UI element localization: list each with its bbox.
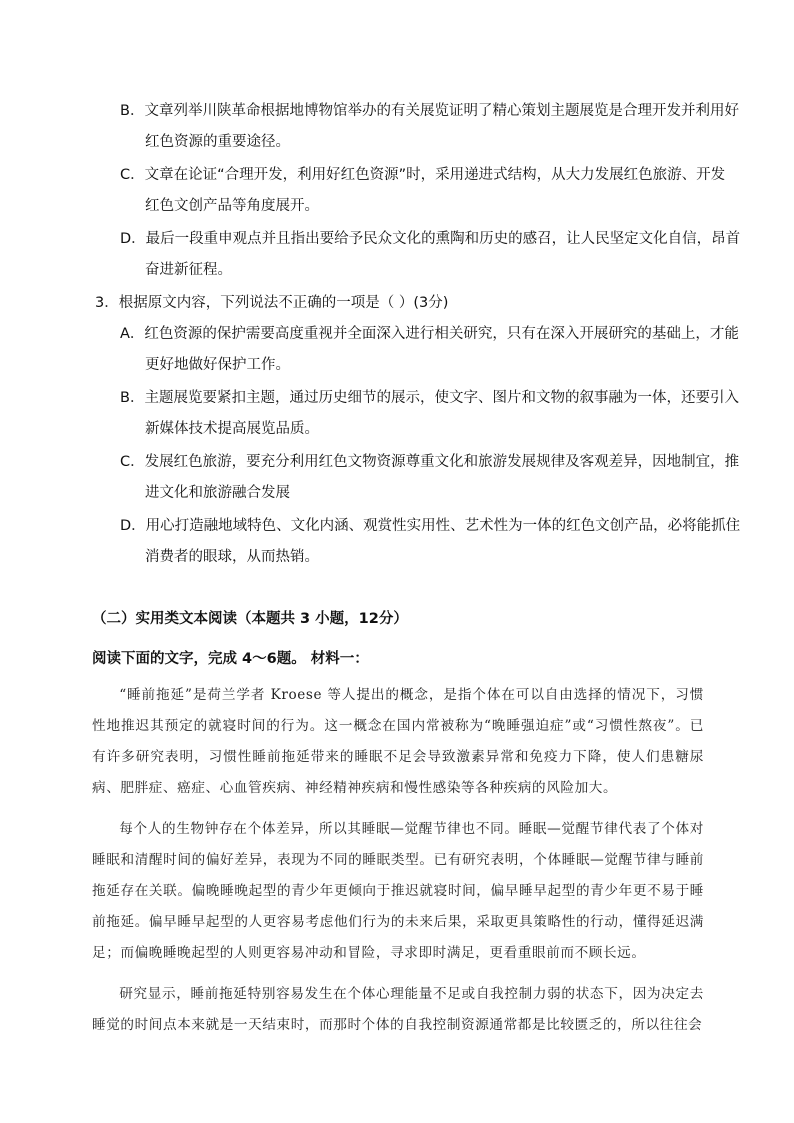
q2-option-d-line2: 奋进新征程。 [145,262,232,278]
q3-option-d-line1: D．用心打造融地域特色、文化内涵、观赏性实用性、艺术性为一体的红色文创产品，必将能抓住 [120,518,741,534]
section-instruction: 阅读下面的文字，完成 4～6题。 材料一： [92,651,369,667]
q3-option-d-line2: 消费者的眼球，从而热销。 [145,549,319,565]
section-title: （二）实用类文本阅读（本题共 3 小题，12分） [92,611,408,627]
passage-paragraph-1: “睡前拖延”是荷兰学者 Kroese 等人提出的概念，是指个体在可以自由选择的情况下，习惯性地推迟其预定的就寝时间的行为。这一概念在国内常被称为“晚睡强迫症”或“习惯性熬夜”。已有许多研究表明，习惯性睡前拖延带来的睡眠不足会导致激素异常和免疫力下降，使人们患糖尿病、肥胖症、癌症、心血管疾病、神经精神疾病和慢性感染等各种疾病的风险加大。 [92,687,704,796]
q3-option-b-line1: B．主题展览要紧扣主题，通过历史细节的展示，使文字、图片和文物的叙事融为一体，还要引入 [120,390,739,406]
q2-option-b-line1: B．文章列举川陕革命根据地博物馆举办的有关展览证明了精心策划主题展览是合理开发并利用好 [120,103,739,119]
passage-paragraph-2: 每个人的生物钟存在个体差异，所以其睡眠—觉醒节律也不同。睡眠—觉醒节律代表了个体对睡眠和清醒时间的偏好差异，表现为不同的睡眠类型。已有研究表明，个体睡眠—觉醒节律与睡前拖延存在关联。偏晚睡晚起型的青少年更倾向于推迟就寝时间，偏早睡早起型的青少年更不易于睡前拖延。偏早睡早起型的人更容易考虑他们行为的未来后果，采取更具策略性的行动，懂得延迟满足；而偏晚睡晚起型的人则更容易冲动和冒险，寻求即时满足，更看重眼前而不顾长远。 [92,821,704,961]
q3-option-b-line2: 新媒体技术提高展览品质。 [145,421,319,437]
q2-option-d-line1: D．最后一段重申观点并且指出要给予民众文化的熏陶和历史的感召，让人民坚定文化自信，昂首 [120,231,741,247]
q2-option-b-line2: 红色资源的重要途径。 [145,134,290,150]
passage-paragraph-3: 研究显示，睡前拖延特别容易发生在个体心理能量不足或自我控制力弱的状态下，因为决定去睡觉的时间点本来就是一天结束时，而那时个体的自我控制资源通常都是比较匮乏的，所以往往会 [92,986,704,1033]
q3-option-a-line2: 更好地做好保护工作。 [145,357,290,373]
q3-option-c-line2: 进文化和旅游融合发展 [145,485,290,501]
q2-option-c-line2: 红色文创产品等角度展开。 [145,198,319,214]
q3-option-a-line1: A．红色资源的保护需要高度重视并全面深入进行相关研究，只有在深入开展研究的基础上，才能 [120,326,739,342]
reading-passage [92,680,704,1041]
q3-stem: 3．根据原文内容，下列说法不正确的一项是（ ）(3分) [95,295,449,311]
q3-option-c-line1: C．发展红色旅游，要充分利用红色文物资源尊重文化和旅游发展规律及客观差异，因地制宜，推 [120,454,740,470]
q2-option-c-line1: C．文章在论证“合理开发，利用好红色资源”时，采用递进式结构，从大力发展红色旅游、开发 [120,167,726,183]
